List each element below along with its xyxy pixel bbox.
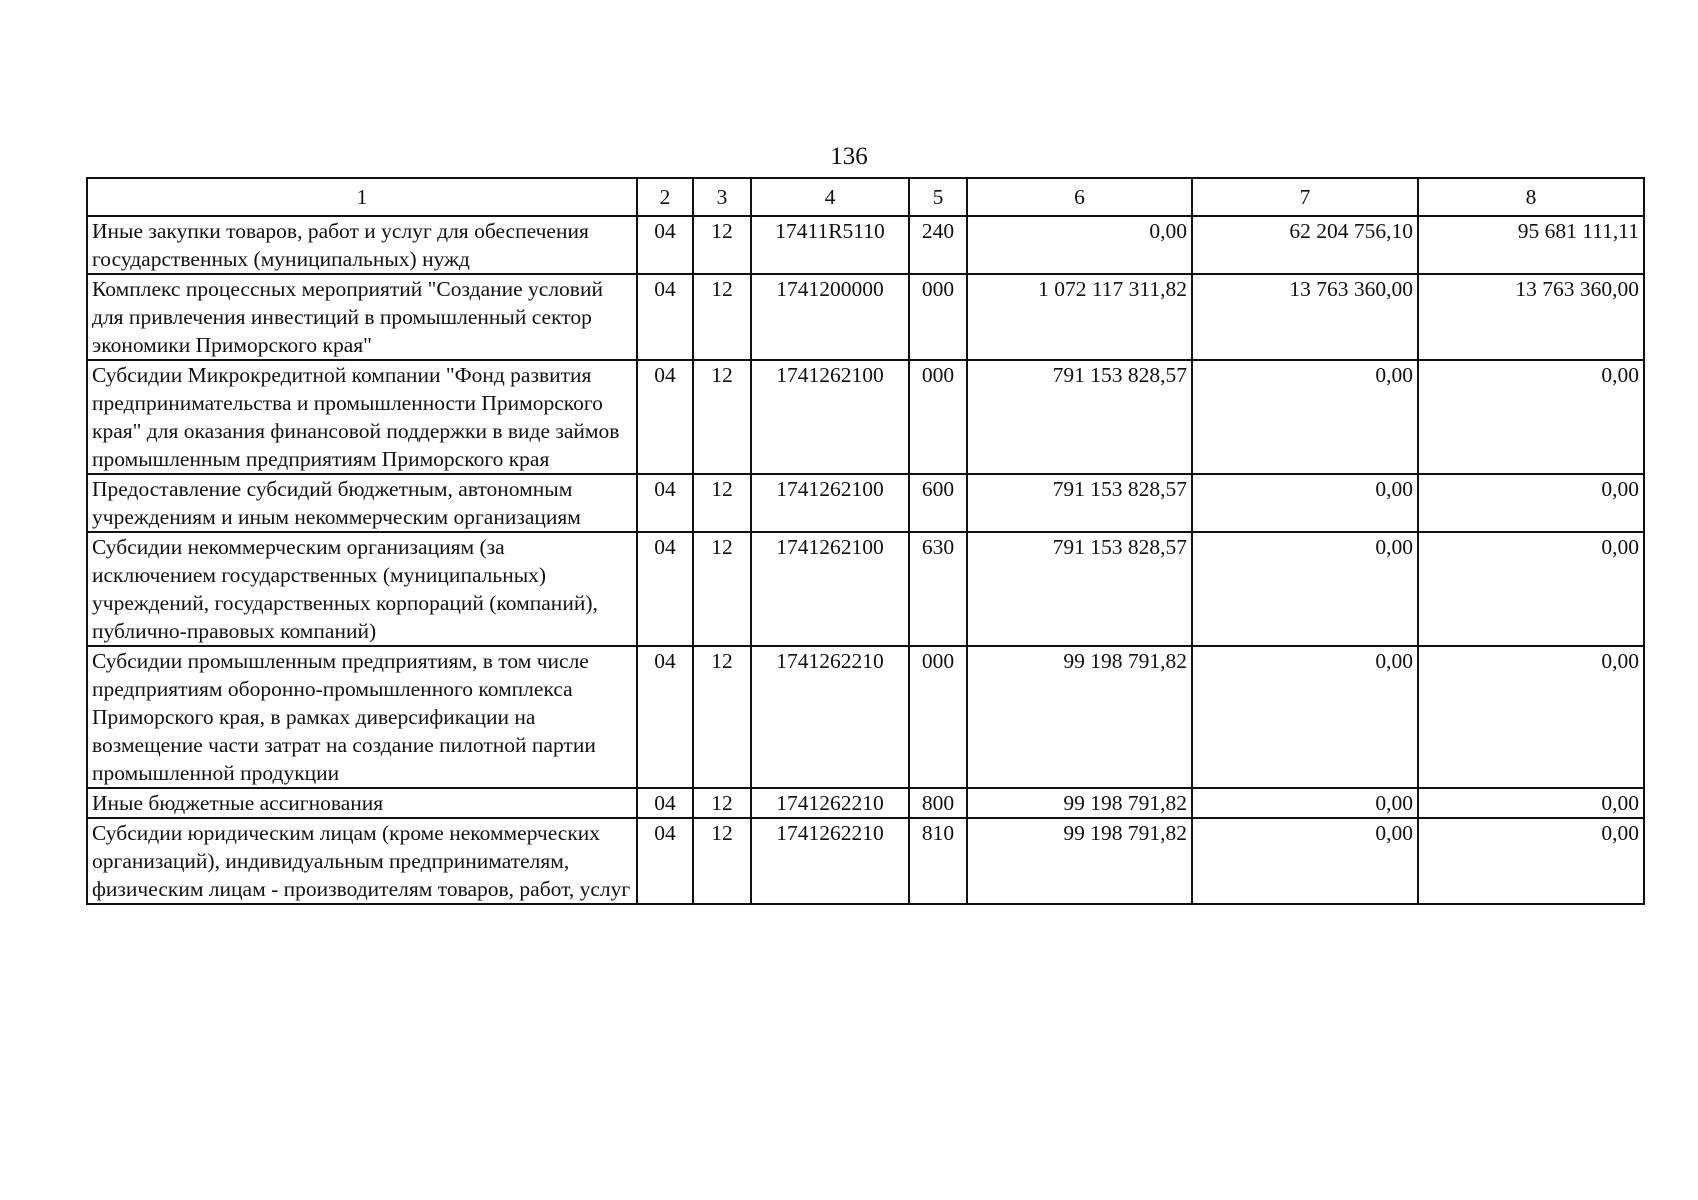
amount-col8: 0,00 [1418, 646, 1644, 788]
amount-col6: 791 153 828,57 [967, 532, 1192, 646]
column-header-7: 7 [1192, 178, 1418, 216]
amount-col8: 0,00 [1418, 360, 1644, 474]
row-description: Иные закупки товаров, работ и услуг для обеспечения государственных (муниципальных) нужд [87, 216, 637, 274]
target-article-code: 1741262100 [751, 360, 909, 474]
table-row [87, 474, 1644, 532]
target-article-code: 1741262210 [751, 818, 909, 904]
section-code: 04 [637, 274, 693, 360]
amount-col6: 791 153 828,57 [967, 360, 1192, 474]
row-description: Субсидии юридическим лицам (кроме некоммерческих организаций), индивидуальным предпринимателям, физическим лицам - производителям товаров, работ, услуг [87, 818, 637, 904]
column-header-4: 4 [751, 178, 909, 216]
subsection-code: 12 [693, 360, 751, 474]
amount-col7: 0,00 [1192, 360, 1418, 474]
amount-col8: 0,00 [1418, 788, 1644, 818]
amount-col7: 0,00 [1192, 646, 1418, 788]
row-description: Иные бюджетные ассигнования [87, 788, 637, 818]
amount-col7: 13 763 360,00 [1192, 274, 1418, 360]
amount-col6: 99 198 791,82 [967, 818, 1192, 904]
amount-col8: 0,00 [1418, 818, 1644, 904]
subsection-code: 12 [693, 532, 751, 646]
expense-type-code: 000 [909, 274, 967, 360]
section-code: 04 [637, 532, 693, 646]
expense-type-code: 800 [909, 788, 967, 818]
subsection-code: 12 [693, 788, 751, 818]
table-row [87, 818, 1644, 904]
amount-col6: 0,00 [967, 216, 1192, 274]
row-description: Субсидии промышленным предприятиям, в том числе предприятиям оборонно-промышленного комплекса Приморского края, в рамках диверсификации на возмещение части затрат на создание пилотной партии промышленной продукции [87, 646, 637, 788]
section-code: 04 [637, 474, 693, 532]
target-article-code: 17411R5110 [751, 216, 909, 274]
amount-col7: 0,00 [1192, 818, 1418, 904]
target-article-code: 1741262100 [751, 532, 909, 646]
amount-col8: 0,00 [1418, 532, 1644, 646]
amount-col7: 62 204 756,10 [1192, 216, 1418, 274]
amount-col7: 0,00 [1192, 788, 1418, 818]
column-header-3: 3 [693, 178, 751, 216]
expense-type-code: 630 [909, 532, 967, 646]
row-description: Предоставление субсидий бюджетным, автономным учреждениям и иным некоммерческим организациям [87, 474, 637, 532]
expense-type-code: 810 [909, 818, 967, 904]
expense-type-code: 600 [909, 474, 967, 532]
column-header-2: 2 [637, 178, 693, 216]
table-row [87, 788, 1644, 818]
subsection-code: 12 [693, 818, 751, 904]
target-article-code: 1741262210 [751, 646, 909, 788]
amount-col7: 0,00 [1192, 474, 1418, 532]
column-header-8: 8 [1418, 178, 1644, 216]
target-article-code: 1741262100 [751, 474, 909, 532]
budget-table [86, 177, 1645, 905]
amount-col8: 95 681 111,11 [1418, 216, 1644, 274]
amount-col8: 13 763 360,00 [1418, 274, 1644, 360]
row-description: Комплекс процессных мероприятий "Создание условий для привлечения инвестиций в промышленный сектор экономики Приморского края" [87, 274, 637, 360]
table-row [87, 646, 1644, 788]
expense-type-code: 000 [909, 646, 967, 788]
header-row [87, 178, 1644, 216]
expense-type-code: 240 [909, 216, 967, 274]
section-code: 04 [637, 646, 693, 788]
target-article-code: 1741262210 [751, 788, 909, 818]
amount-col6: 99 198 791,82 [967, 646, 1192, 788]
page-number: 136 [830, 143, 868, 170]
section-code: 04 [637, 360, 693, 474]
table-row [87, 274, 1644, 360]
amount-col8: 0,00 [1418, 474, 1644, 532]
table-row [87, 532, 1644, 646]
column-header-1: 1 [87, 178, 637, 216]
column-header-5: 5 [909, 178, 967, 216]
amount-col6: 99 198 791,82 [967, 788, 1192, 818]
amount-col7: 0,00 [1192, 532, 1418, 646]
expense-type-code: 000 [909, 360, 967, 474]
section-code: 04 [637, 818, 693, 904]
row-description: Субсидии некоммерческим организациям (за исключением государственных (муниципальных) учреждений, государственных корпораций (компаний), публично-правовых компаний) [87, 532, 637, 646]
subsection-code: 12 [693, 216, 751, 274]
column-header-6: 6 [967, 178, 1192, 216]
amount-col6: 1 072 117 311,82 [967, 274, 1192, 360]
table-row [87, 216, 1644, 274]
row-description: Субсидии Микрокредитной компании "Фонд развития предпринимательства и промышленности Приморского края" для оказания финансовой поддержки в виде займов промышленным предприятиям Приморского края [87, 360, 637, 474]
subsection-code: 12 [693, 474, 751, 532]
section-code: 04 [637, 216, 693, 274]
table-row [87, 360, 1644, 474]
section-code: 04 [637, 788, 693, 818]
target-article-code: 1741200000 [751, 274, 909, 360]
subsection-code: 12 [693, 646, 751, 788]
amount-col6: 791 153 828,57 [967, 474, 1192, 532]
subsection-code: 12 [693, 274, 751, 360]
